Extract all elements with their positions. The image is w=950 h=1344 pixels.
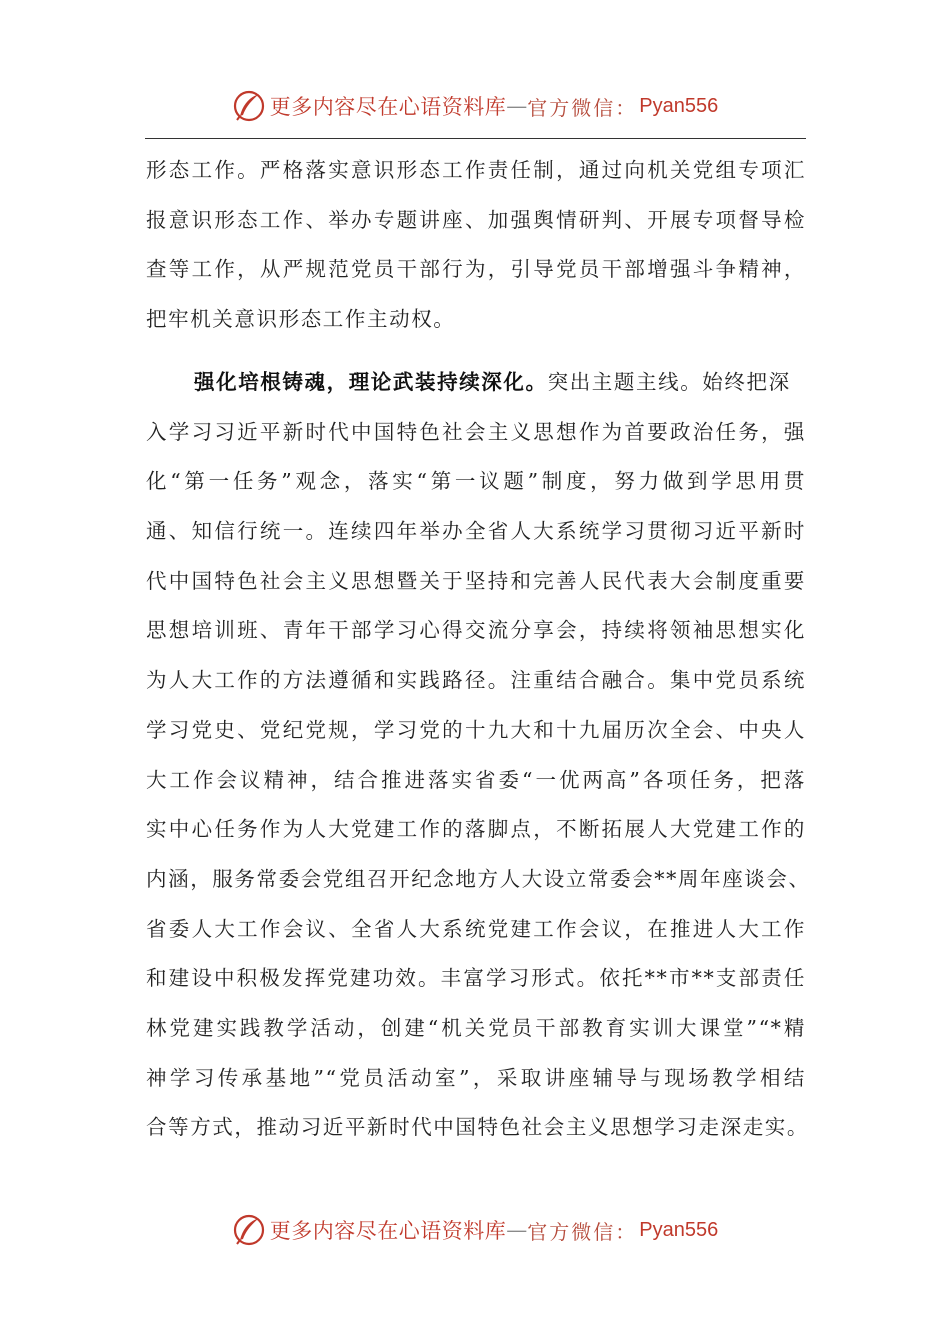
header-banner <box>0 84 950 128</box>
text-line: 林党建实践教学活动，创建“机关党员干部教育实训大课堂”“*精 <box>146 1015 806 1040</box>
text-line: 查等工作，从严规范党员干部行为，引导党员干部增强斗争精神， <box>146 257 806 282</box>
text-line: 和建设中积极发挥党建功效。丰富学习形式。依托**市**支部责任 <box>146 966 806 991</box>
heading-line-rest: 突出主题主线。始终把深 <box>547 370 791 394</box>
text-line: 通、知信行统一。连续四年举办全省人大系统学习贯彻习近平新时 <box>146 519 806 544</box>
text-line: 把牢机关意识形态工作主动权。 <box>146 307 456 332</box>
text-line: 化“第一任务”观念，落实“第一议题”制度，努力做到学思用贯 <box>146 469 806 494</box>
footer-wechat-id: Pyan556 <box>639 1218 719 1241</box>
text-line: 思想培训班、青年干部学习心得交流分享会，持续将领袖思想实化 <box>146 618 806 643</box>
text-line: 实中心任务作为人大党建工作的落脚点，不断拓展人大党建工作的 <box>146 817 806 842</box>
text-line: 报意识形态工作、举办专题讲座、加强舆情研判、开展专项督导检 <box>146 207 806 232</box>
text-line: 代中国特色社会主义思想暨关于坚持和完善人民代表大会制度重要 <box>146 568 806 593</box>
header-dash: — <box>506 94 528 118</box>
footer-wechat-label: 官方微信： <box>527 1219 638 1244</box>
footer-banner <box>0 1208 950 1252</box>
text-line: 学习党史、党纪党规，学习党的十九大和十九届历次全会、中央人 <box>146 717 806 742</box>
quill-logo-icon <box>232 89 266 123</box>
text-line: 省委人大工作会议、全省人大系统党建工作会议，在推进人大工作 <box>146 916 806 941</box>
header-divider <box>145 138 806 139</box>
header-wechat-label: 官方微信： <box>527 95 638 120</box>
paragraph-1 <box>146 146 806 345</box>
text-line: 入学习习近平新时代中国特色社会主义思想作为首要政治任务，强 <box>146 419 806 444</box>
footer-dash: — <box>506 1218 528 1242</box>
quill-logo-icon <box>232 1213 266 1247</box>
header-wechat-id: Pyan556 <box>639 94 719 117</box>
footer-slogan: 更多内容尽在心语资料库 <box>269 1219 507 1243</box>
text-line <box>146 358 806 408</box>
text-line: 合等方式，推动习近平新时代中国特色社会主义思想学习走深走实。 <box>146 1115 809 1140</box>
text-line: 为人大工作的方法遵循和实践路径。注重结合融合。集中党员系统 <box>146 668 806 693</box>
paragraph-2 <box>146 358 811 1153</box>
paragraph-heading: 强化培根铸魂，理论武装持续深化。 <box>194 370 548 394</box>
text-line: 形态工作。严格落实意识形态工作责任制，通过向机关党组专项汇 <box>146 158 806 182</box>
header-slogan: 更多内容尽在心语资料库 <box>269 95 507 119</box>
text-line: 内涵，服务常委会党组召开纪念地方人大设立常委会**周年座谈会、 <box>146 866 811 891</box>
text-line: 大工作会议精神，结合推进落实省委“一优两高”各项任务，把落 <box>146 767 806 792</box>
text-line: 神学习传承基地”“党员活动室”，采取讲座辅导与现场教学相结 <box>146 1065 806 1090</box>
